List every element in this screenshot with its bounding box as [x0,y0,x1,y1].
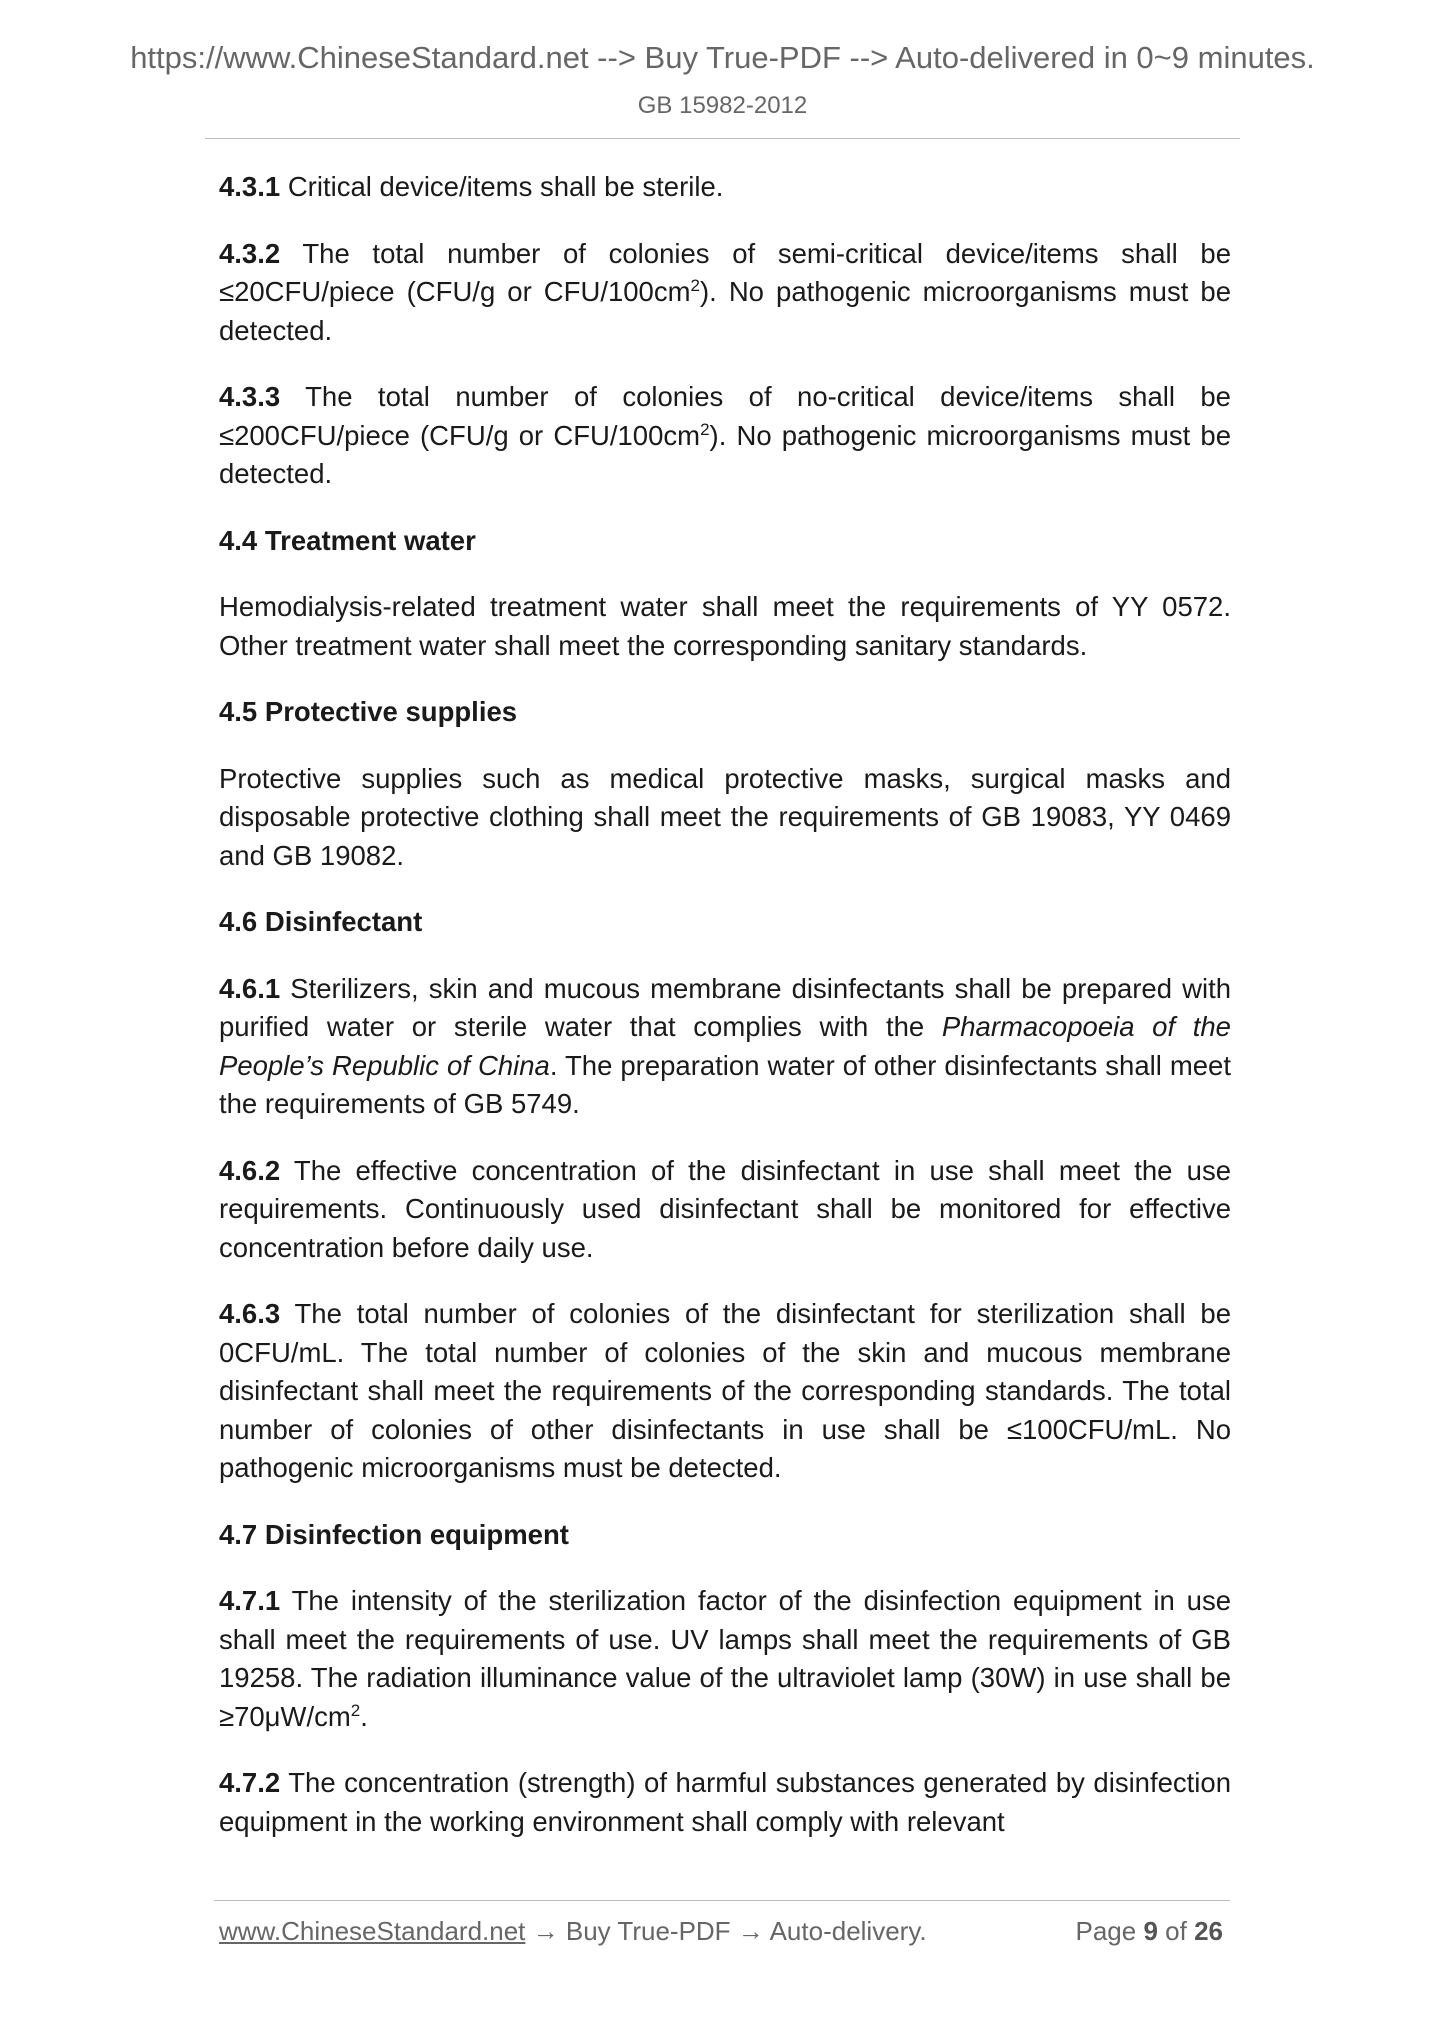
page-number: 9 [1143,1916,1158,1946]
footer-auto-text: Auto-delivery. [769,1916,927,1946]
clause-number: 4.3.2 [219,237,281,269]
superscript: 2 [690,275,700,295]
clause-4-3-2 [219,235,1231,351]
clause-number: 4.6.1 [219,972,281,1004]
clause-number: 4.3.3 [219,381,281,412]
clause-number: 4.6.3 [219,1298,281,1329]
header-url-line: https://www.ChineseStandard.net --> Buy True-PDF --> Auto-delivered in 0~9 minutes. [130,40,1315,75]
document-body [219,168,1231,1869]
footer-left [219,1916,927,1947]
standard-code: GB 15982-2012 [637,92,808,119]
clause-number: 4.6.2 [219,1154,281,1186]
italic-title: Pharmacopoeia of the People’s Republic of China [219,1011,1231,1081]
clause-4-6-2 [219,1152,1231,1268]
clause-text: Critical device/items shall be sterile. [287,171,724,202]
footer-site-link[interactable]: www.ChineseStandard.net [219,1916,526,1946]
section-heading-4-5: 4.5 Protective supplies [219,696,518,727]
clause-text: The intensity of the sterilization factor of the disinfection equipment in use shall meet the requirements of use. UV lamps shall meet the requirements of GB 19258. The radiation illuminance value of the ultraviolet lamp (30W) in use shall be ≥70μW/cm [219,1585,1231,1732]
page-of-label: of [1165,1916,1187,1946]
clause-4-7-2 [219,1764,1231,1841]
clause-text: . The preparation water of other disinfectants shall meet the requirements of GB 5749. [219,1049,1231,1119]
clause-4-7-1 [219,1582,1231,1736]
arrow-icon: → [730,1916,770,1946]
clause-text: Sterilizers, skin and mucous membrane disinfectants shall be prepared with purified water or sterile water that complies with the [219,972,1232,1042]
clause-number: 4.3.1 [219,171,281,202]
section-heading-4-6: 4.6 Disinfectant [219,906,423,937]
section-heading-4-4: 4.4 Treatment water [219,524,476,556]
section-heading-4-7: 4.7 Disinfection equipment [219,1518,569,1550]
superscript: 2 [350,1700,361,1720]
clause-text: The total number of colonies of the disinfectant for sterilization shall be 0CFU/mL. The total number of colonies of the skin and mucous membrane disinfectant shall meet the requirements of the corresponding standards. The total number of colonies of other disinfectants in use shall be ≤100CFU/mL. No pathogenic microorganisms must be detected. [219,1298,1231,1483]
clause-text: ). No pathogenic microorganisms must be detected. [219,419,1231,489]
clause-number: 4.7.2 [219,1767,281,1798]
clause-4-6-3 [219,1295,1231,1488]
clause-4-3-1 [219,168,1231,207]
clause-text: The total number of colonies of no-critical device/items shall be ≤200CFU/piece (CFU/g or CFU/100cm [219,381,1231,451]
arrow-icon: → [525,1916,566,1946]
clause-text: ). No pathogenic microorganisms must be detected. [219,276,1231,346]
section-text-4-5: Protective supplies such as medical protective masks, surgical masks and disposable protective clothing shall meet the requirements of GB 19083, YY 0469 and GB 19082. [219,762,1231,871]
clause-text: The concentration (strength) of harmful substances generated by disinfection equipment in the working environment shall comply with relevant [219,1767,1231,1837]
page-indicator [1075,1916,1223,1947]
clause-number: 4.7.1 [219,1585,281,1616]
header-divider [205,138,1240,139]
footer-divider [214,1900,1230,1901]
footer-buy-text: Buy True-PDF [565,1916,731,1946]
clause-text: The total number of colonies of semi-critical device/items shall be ≤20CFU/piece (CFU/g or CFU/100cm [219,237,1231,307]
superscript: 2 [700,419,710,439]
clause-4-6-1 [219,970,1231,1124]
clause-4-3-3 [219,378,1231,494]
page-label: Page [1075,1916,1137,1946]
page-total: 26 [1194,1916,1223,1946]
clause-text: . [360,1700,368,1732]
section-text-4-4: Hemodialysis-related treatment water shall meet the requirements of YY 0572. Other treatment water shall meet the corresponding sanitary standards. [219,591,1231,661]
clause-text: The effective concentration of the disinfectant in use shall meet the use requirements. Continuously used disinfectant shall be monitored for effective concentration before daily use. [219,1154,1231,1263]
